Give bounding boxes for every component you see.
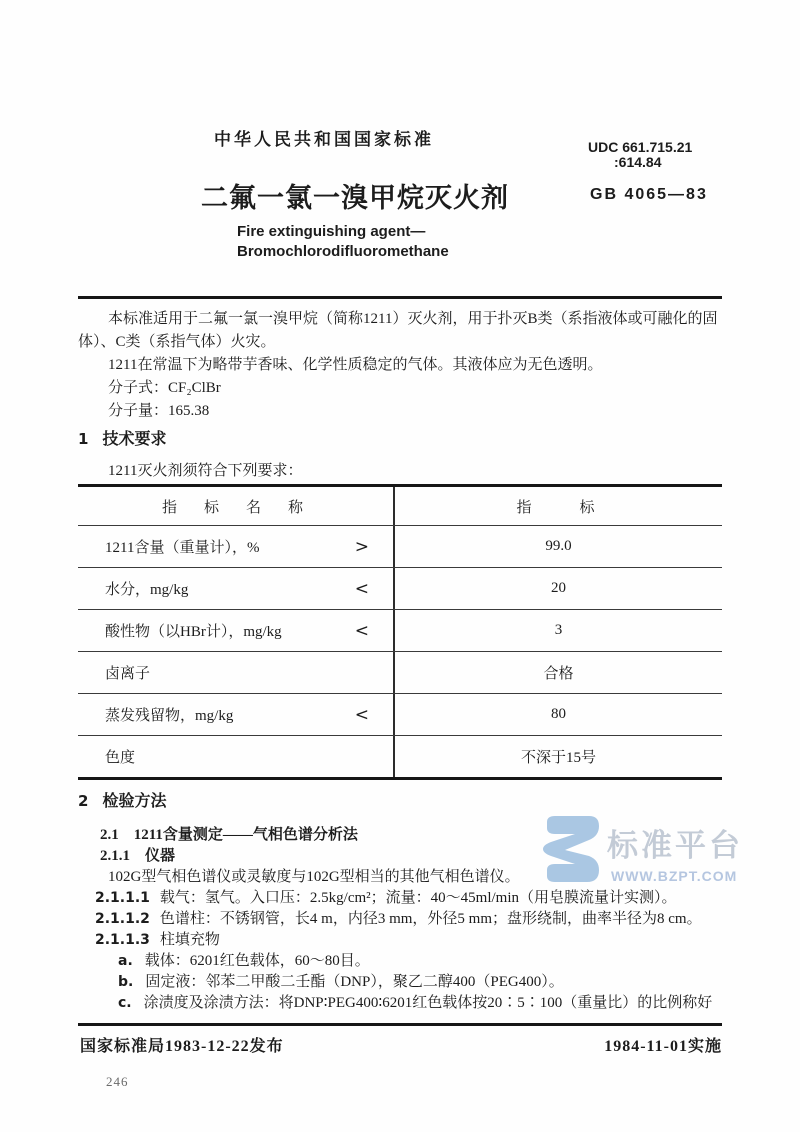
english-title-line1: Fire extinguishing agent—	[237, 223, 426, 240]
standard-number: GB 4065—83	[590, 186, 708, 203]
intro-section	[78, 308, 726, 423]
section1-lead: 1211灭火剂须符合下列要求：	[108, 463, 303, 479]
table-header-value: 指 标	[516, 499, 601, 516]
page-title: 二氟一氯一溴甲烷灭火剂	[201, 183, 509, 213]
row-symbol: <	[354, 620, 369, 641]
row-value: 80	[551, 706, 566, 722]
row-name: 卤离子	[105, 666, 151, 682]
watermark-name: 标准平台	[607, 828, 743, 863]
formula-value: CF₂ClBr	[168, 380, 221, 396]
table-row	[78, 651, 722, 693]
section1-heading	[78, 426, 166, 449]
row-symbol: <	[354, 578, 369, 599]
item-marker: c.	[118, 995, 132, 1011]
row-symbol: <	[354, 704, 369, 725]
list-item-b	[118, 972, 726, 993]
table-row	[78, 609, 722, 651]
molecular-weight-line	[78, 400, 726, 423]
property-paragraph: 1211在常温下为略带芋香味、化学性质稳定的气体。其液体应为无色透明。	[108, 357, 603, 373]
item-text: 固定液：邻苯二甲酸二壬酯（DNP），聚乙二醇400（PEG400）。	[145, 974, 564, 990]
requirements-table	[78, 484, 722, 780]
udc-line2: :614.84	[614, 154, 662, 170]
clause-number: 2.1.1.1	[95, 890, 150, 906]
clause-2-1-heading: 2.1 1211含量测定——气相色谱分析法	[100, 827, 358, 843]
row-symbol: >	[354, 536, 369, 557]
section2-heading	[78, 791, 726, 812]
row-value: 20	[551, 580, 566, 596]
row-value: 3	[554, 622, 563, 638]
table-row	[78, 735, 722, 777]
header-divider-line	[78, 296, 722, 299]
clause-2-1-1-3	[95, 930, 726, 951]
item-text: 涂渍度及涂渍方法：将DNP∶PEG400∶6201红色载体按20∶5∶100（重量比）的比例称好	[143, 995, 713, 1011]
section2-number: 2	[78, 792, 89, 810]
clause-number: 2.1.1.2	[95, 911, 150, 927]
page-number: 246	[106, 1074, 129, 1089]
clause-text: 载气：氢气。入口压：2.5kg/cm²；流量：40～45ml/min（用皂膜流量计实测）。	[159, 890, 677, 906]
table-row	[78, 525, 722, 567]
section1-number: 1	[78, 430, 89, 448]
footer-implementation-date: 1984-11-01实施	[604, 1038, 722, 1055]
clause-2-1-1-2	[95, 909, 726, 930]
footer-issued-date: 国家标准局1983-12-22发布	[80, 1038, 284, 1055]
section2-title: 检验方法	[102, 793, 167, 810]
row-name: 蒸发残留物，mg/kg	[105, 708, 234, 724]
row-name: 水分，mg/kg	[105, 582, 189, 598]
list-item-a	[118, 951, 726, 972]
row-value: 99.0	[545, 538, 572, 554]
row-name: 色度	[105, 750, 136, 766]
formula-label: 分子式：	[108, 380, 169, 396]
table-header-row	[78, 487, 722, 525]
clause-text: 柱填充物	[159, 932, 220, 948]
row-name: 酸性物（以HBr计），mg/kg	[105, 624, 282, 640]
section1-title: 技术要求	[102, 431, 167, 448]
watermark-url: WWW.BZPT.COM	[611, 868, 738, 884]
udc-number	[588, 140, 692, 170]
clause-2-1-1-heading: 2.1.1 仪器	[100, 848, 176, 864]
clause-number: 2.1.1.3	[95, 932, 150, 948]
molecular-weight-label: 分子量：	[108, 403, 169, 419]
table-row	[78, 567, 722, 609]
molecular-weight-value: 165.38	[168, 403, 210, 419]
item-text: 载体：6201红色载体，60～80目。	[144, 953, 370, 969]
list-item-c	[118, 993, 726, 1014]
item-marker: a.	[118, 953, 133, 969]
row-name: 1211含量（重量计），%	[105, 540, 260, 556]
item-marker: b.	[118, 974, 134, 990]
table-header-name: 指 标 名 称	[78, 487, 395, 525]
section2	[78, 791, 726, 1014]
clause-text: 色谱柱：不锈钢管，长4 m，内径3 mm，外径5 mm；盘形绕制，曲率半径为8 cm。	[159, 911, 702, 927]
row-value: 不深于15号	[520, 750, 596, 766]
formula-line	[78, 377, 726, 400]
table-row	[78, 693, 722, 735]
english-title	[237, 222, 449, 262]
clause-2-1-1-1	[95, 888, 726, 909]
footer-divider-line	[78, 1023, 722, 1026]
scope-paragraph: 本标准适用于二氟一氯一溴甲烷（简称1211）灭火剂，用于扑灭B类（系指液体或可融化的固体）、C类（系指气体）火灾。	[78, 311, 718, 350]
english-title-line2: Bromochlorodifluoromethane	[237, 243, 449, 260]
clause-2-1-1-body: 102G型气相色谱仪或灵敏度与102G型相当的其他气相色谱仪。	[108, 869, 520, 885]
standard-label: 中华人民共和国国家标准	[214, 130, 434, 149]
udc-line1: UDC 661.715.21	[588, 139, 693, 155]
row-value: 合格	[543, 666, 574, 682]
